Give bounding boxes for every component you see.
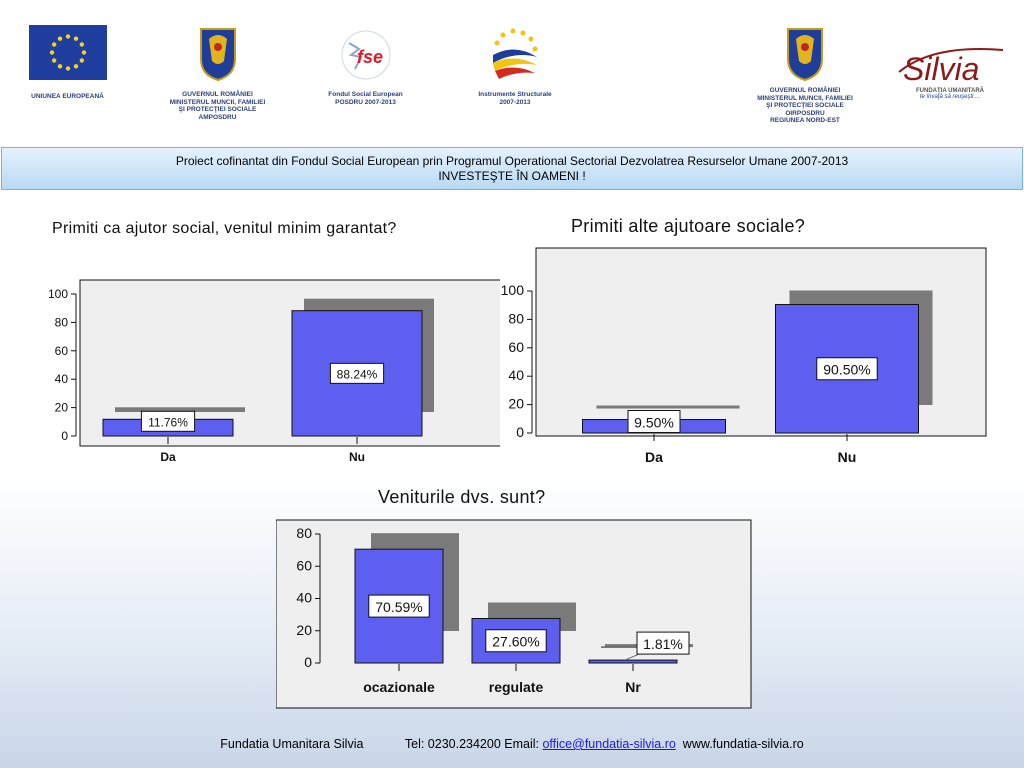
x-tick-label: regulate — [488, 679, 544, 695]
data-label: 11.76% — [148, 415, 188, 430]
chart1-title: Primiti ca ajutor social, venitul minim garantat? — [52, 220, 397, 237]
footer-email-link[interactable]: office@fundatia-silvia.ro — [542, 737, 676, 751]
gov-logo-2-caption: GUVERNUL ROMÂNIEI MINISTERUL MUNCII, FAMILIEI ŞI PROTECŢIEI SOCIALE OIRPOSDRU REGIUNEA NORD-EST — [757, 87, 853, 124]
chart2-title: Primiti alte ajutoare sociale? — [571, 216, 806, 236]
eu-logo-caption: UNIUNEA EUROPEANĂ — [31, 93, 104, 100]
silvia-logo — [890, 42, 1010, 100]
eu-star-icon — [57, 64, 61, 68]
gov-logo — [160, 25, 275, 121]
data-label: 1.81% — [643, 636, 683, 653]
y-tick-label: 80 — [508, 310, 524, 327]
x-tick-label: Nu — [837, 449, 857, 465]
x-tick-label: Nr — [625, 679, 641, 695]
eu-star-icon — [51, 58, 55, 62]
project-banner — [1, 147, 1023, 190]
fse-logo — [318, 25, 413, 106]
data-label: 9.50% — [634, 414, 674, 431]
eu-star-icon — [73, 64, 77, 68]
eu-star-icon — [65, 66, 69, 70]
x-tick-label: Nu — [349, 450, 365, 464]
y-tick-label: 40 — [296, 589, 312, 606]
x-tick-label: ocazionale — [363, 679, 435, 695]
y-tick-label: 0 — [304, 654, 312, 670]
gov-logo-2 — [745, 25, 865, 125]
eu-star-icon — [73, 36, 77, 40]
footer-org: Fundatia Umanitara Silvia — [220, 737, 364, 751]
instrumente-logo-caption: Instrumente Structurale 2007-2013 — [478, 91, 552, 106]
fse-logo-icon — [335, 25, 397, 85]
y-tick-label: 0 — [516, 424, 524, 440]
y-tick-label: 20 — [508, 395, 524, 412]
data-label: 27.60% — [492, 633, 540, 650]
y-tick-label: 80 — [54, 315, 68, 330]
footer-tel: Tel: 0230.234200 Email: — [404, 737, 539, 751]
romanian-crest-icon — [197, 25, 239, 81]
y-tick-label: 20 — [54, 400, 68, 415]
y-tick-label: 40 — [508, 367, 524, 384]
eu-flag-icon — [29, 25, 107, 80]
y-tick-label: 40 — [54, 372, 68, 387]
footer — [0, 737, 1024, 751]
banner-line1: Proiect cofinantat din Fondul Social European prin Programul Operational Sectorial Dezvolatrea Resurselor Umane 2007-2013 — [175, 154, 849, 168]
chart3-title: Veniturile dvs. sunt? — [378, 487, 546, 507]
y-tick-label: 100 — [47, 287, 68, 301]
eu-star-icon — [79, 42, 83, 46]
romanian-crest-icon-2 — [784, 25, 826, 81]
x-tick-label: Da — [645, 449, 663, 465]
y-tick-label: 60 — [508, 338, 524, 355]
chart3 — [276, 512, 756, 712]
y-tick-label: 60 — [296, 557, 312, 574]
eu-star-icon — [79, 58, 83, 62]
y-tick-label: 80 — [296, 525, 312, 541]
data-label: 90.50% — [823, 361, 871, 378]
y-tick-label: 60 — [54, 343, 68, 358]
footer-web: www.fundatia-silvia.ro — [682, 737, 804, 751]
banner-line2: INVESTEŞTE ÎN OAMENI ! — [438, 169, 586, 183]
chart2 — [490, 240, 1010, 470]
eu-star-icon — [81, 50, 85, 54]
fse-logo-mark: fse — [356, 47, 383, 67]
y-tick-label: 100 — [500, 282, 524, 298]
instrumente-structurale-icon — [485, 25, 545, 85]
eu-star-icon — [51, 42, 55, 46]
data-label: 70.59% — [375, 599, 423, 616]
eu-star-icon — [49, 50, 53, 54]
eu-star-icon — [65, 34, 69, 38]
eu-star-icon — [57, 36, 61, 40]
fse-logo-caption: Fondul Social European POSDRU 2007-2013 — [328, 91, 403, 106]
bar — [589, 660, 677, 663]
y-tick-label: 20 — [296, 621, 312, 638]
gov-logo-caption: GUVERNUL ROMÂNIEI MINISTERUL MUNCII, FAMILIEI ŞI PROTECŢIEI SOCIALE AMPOSDRU — [169, 91, 266, 121]
silvia-swoosh-icon — [893, 42, 1008, 90]
bar-shadow — [597, 406, 740, 409]
silvia-logo-line2: te învaţă să reuşeşti ... — [919, 94, 981, 100]
x-tick-label: Da — [160, 450, 176, 464]
chart1 — [30, 245, 500, 475]
data-label: 88.24% — [336, 367, 378, 382]
silvia-logo-mark: Silvia — [902, 51, 979, 87]
silvia-logo-line1: FUNDAŢIA UMANITARĂ — [916, 88, 984, 94]
y-tick-label: 0 — [61, 429, 68, 443]
eu-logo — [20, 25, 115, 101]
instrumente-logo — [465, 25, 565, 106]
